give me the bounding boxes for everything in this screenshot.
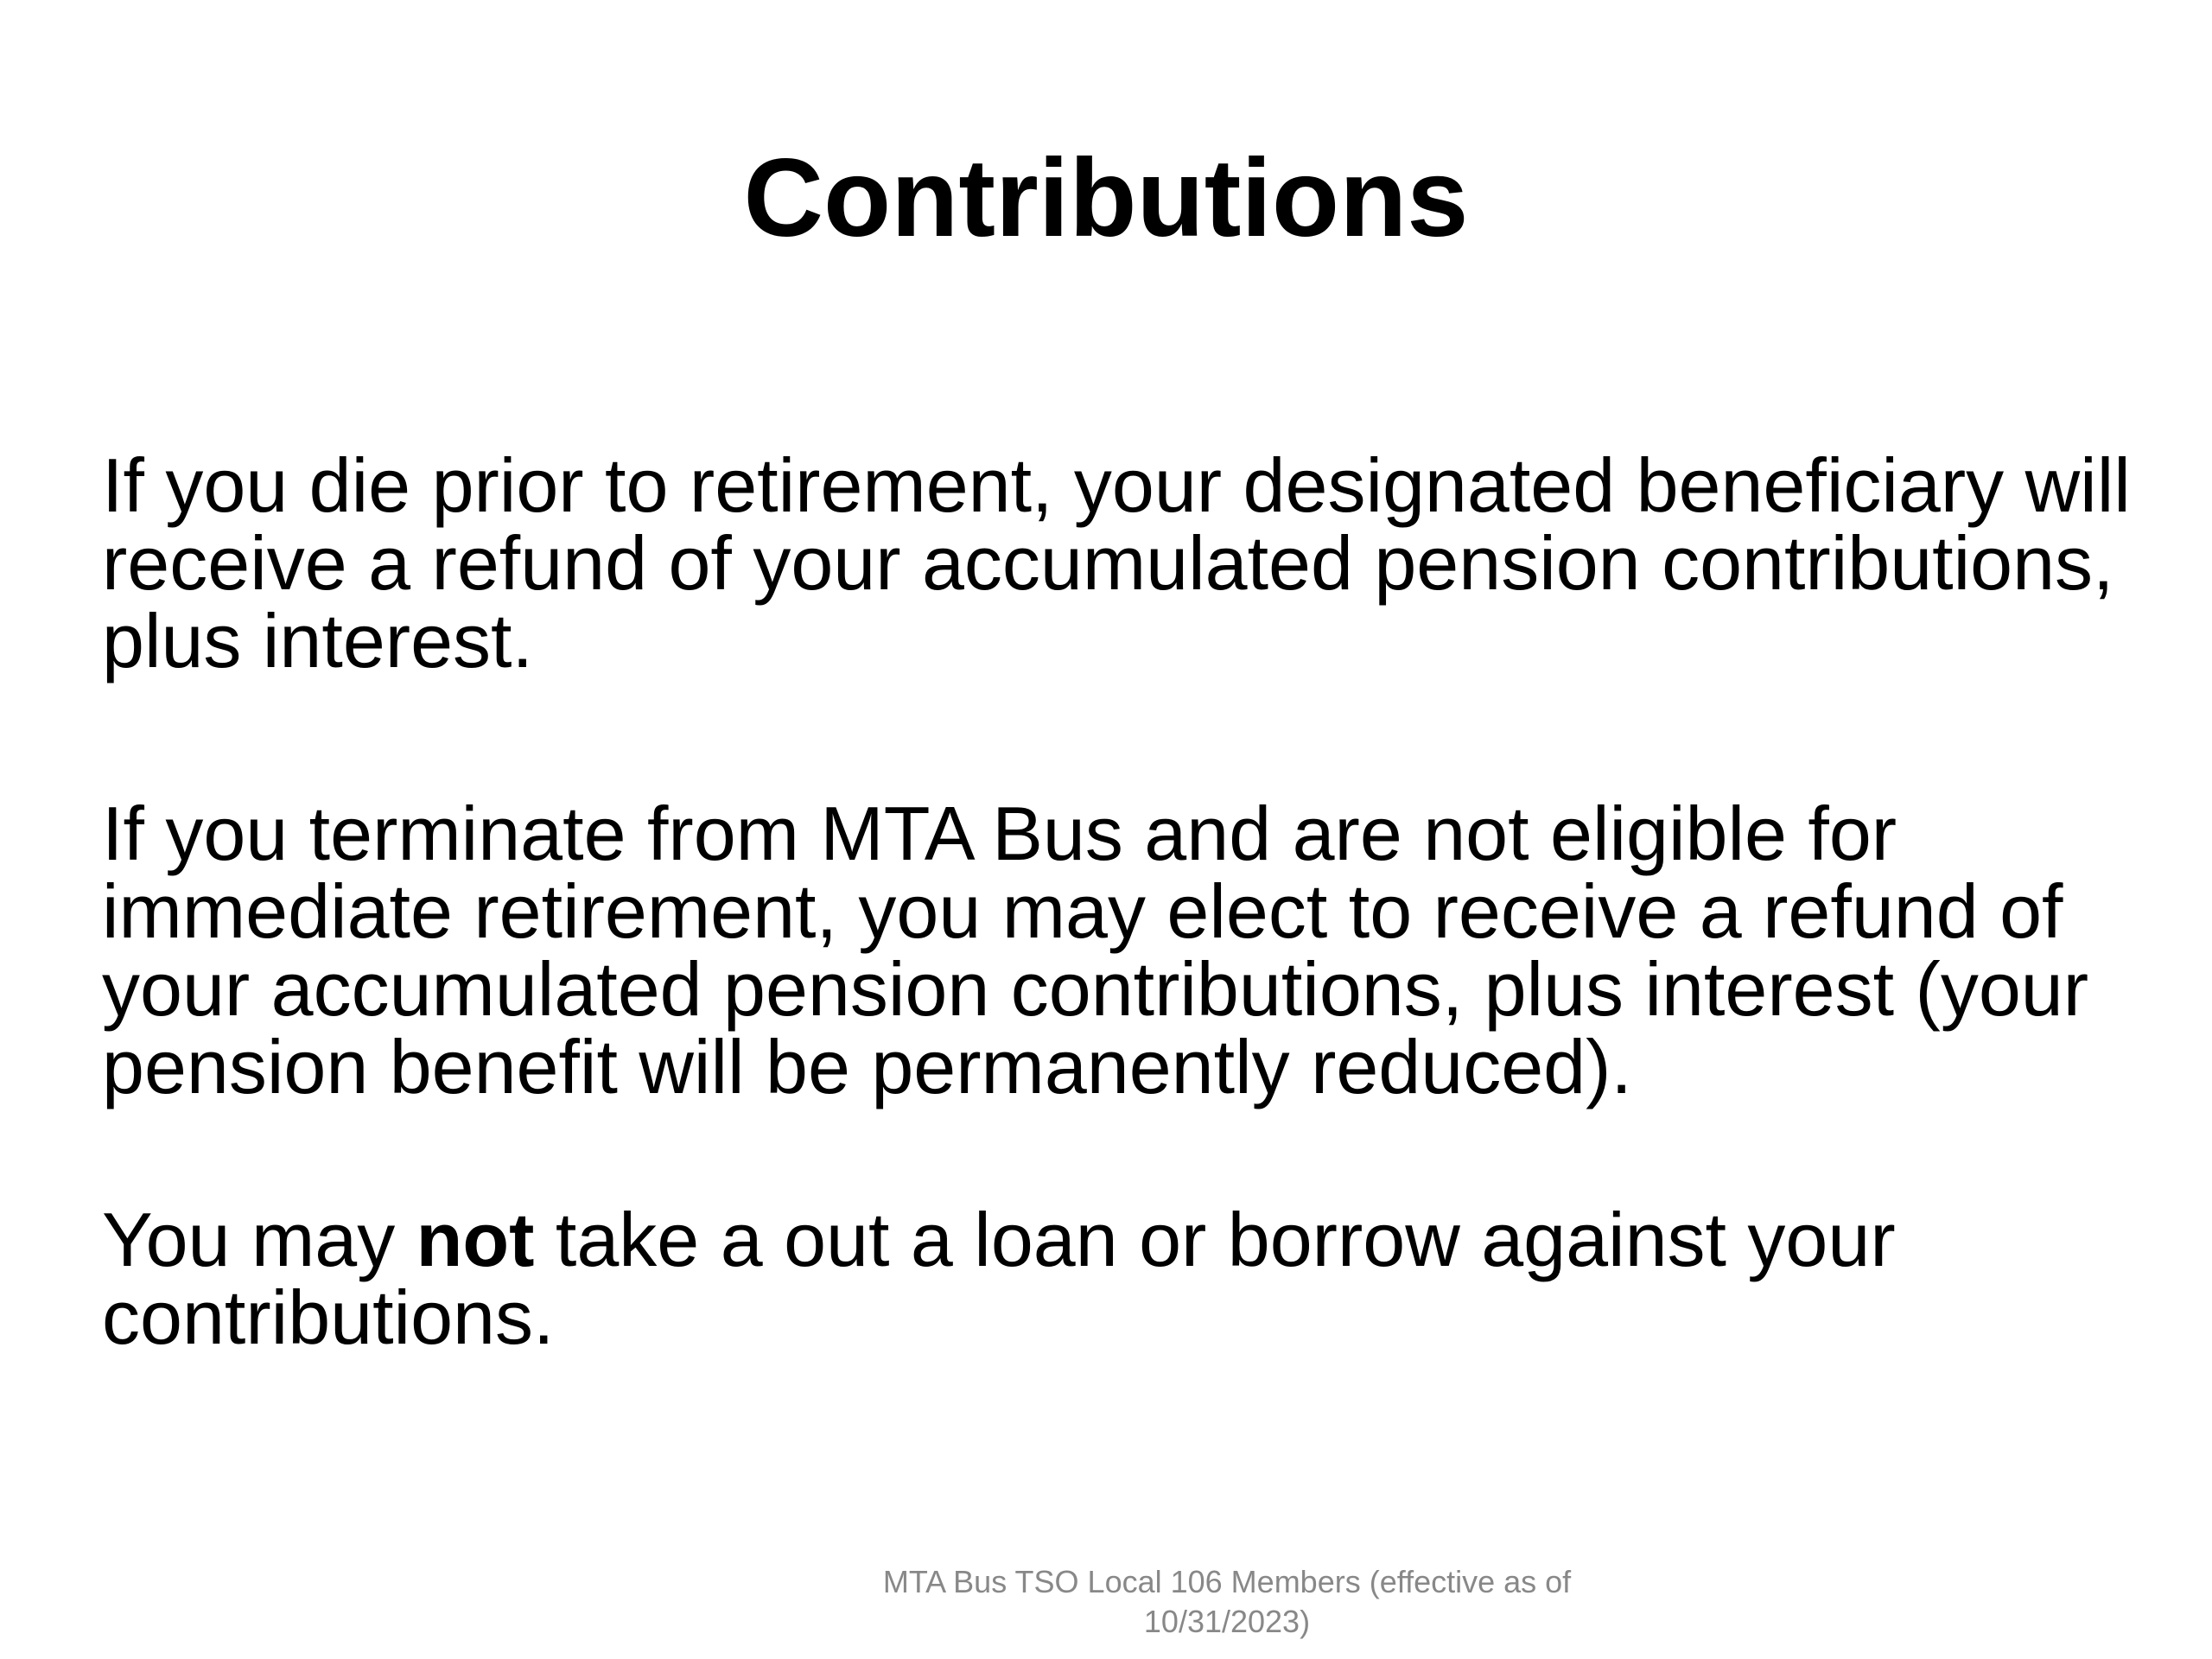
- paragraph-termination-refund: If you terminate from MTA Bus and are not eligible for immediate retirement, you may elect to receive a refund of your accumulated pension contributions, plus interest (your pension benefit will be permanently reduced).: [102, 791, 2088, 1109]
- slide-title: Contributions: [743, 137, 1469, 260]
- loan-note-after: take a out a loan or borrow against your contributions.: [102, 1197, 1896, 1360]
- loan-note-emphasis: not: [416, 1197, 535, 1282]
- paragraph-death-before-retirement: If you die prior to retirement, your designated beneficiary will receive a refund of your accumulated pension contributions, plus interest.: [102, 442, 2131, 683]
- paragraph-loan-restriction: [102, 1197, 2158, 1360]
- loan-note-before: You may: [102, 1197, 416, 1282]
- slide-footer: MTA Bus TSO Local 106 Members (effective as of 10/31/2023): [882, 1564, 1572, 1639]
